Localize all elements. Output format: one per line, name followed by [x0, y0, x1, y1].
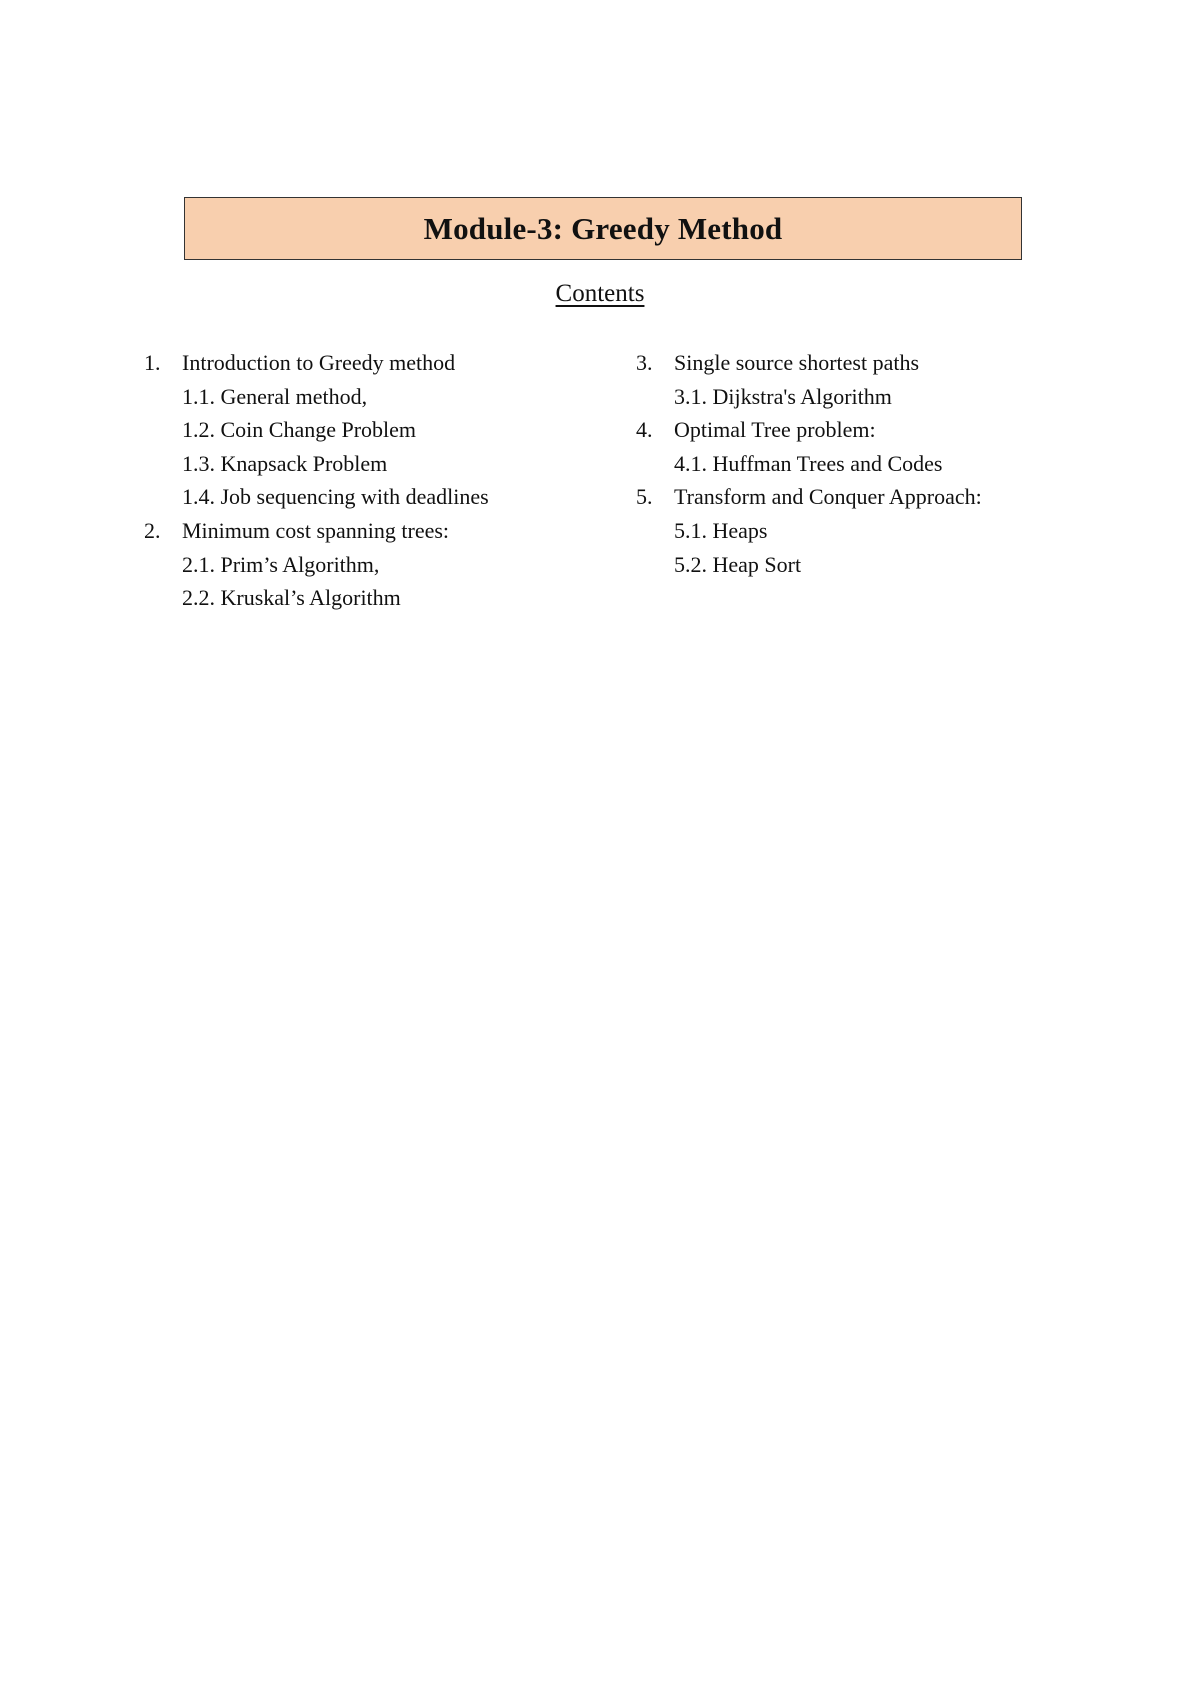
toc-subitem: [636, 447, 1036, 481]
toc-item-number: 2.: [144, 517, 161, 543]
toc-subitem-text: 1.2. Coin Change Problem: [182, 417, 417, 443]
toc-subitem-text: 2.1. Prim’s Algorithm,: [182, 551, 380, 577]
toc-subitem: [636, 548, 1036, 582]
toc-subitem-text: 1.4. Job sequencing with deadlines: [182, 484, 489, 510]
toc-subitem-text: 1.3. Knapsack Problem: [182, 450, 388, 476]
toc-subitem: [636, 380, 1036, 414]
toc-subitem-text: 1.1. General method,: [182, 383, 368, 409]
toc-item: [636, 346, 1036, 380]
toc-subitem-text: 5.1. Heaps: [674, 517, 768, 543]
toc-subitem: [144, 413, 604, 447]
toc-item-text: Introduction to Greedy method: [182, 350, 456, 375]
contents-heading: Contents: [555, 280, 645, 307]
toc-item: [636, 480, 1036, 514]
toc-item: [144, 346, 604, 380]
toc-subitem: [144, 480, 604, 514]
toc-subitem: [144, 380, 604, 414]
toc-item-number: 3.: [636, 350, 653, 375]
module-title-box: [184, 197, 1022, 260]
toc-item-text: Optimal Tree problem:: [674, 417, 876, 443]
toc-item-text: Minimum cost spanning trees:: [182, 517, 450, 543]
toc-left-column: [144, 346, 604, 615]
toc-subitem: [144, 581, 604, 615]
toc-item: [144, 514, 604, 548]
toc-subitem-text: 4.1. Huffman Trees and Codes: [674, 450, 943, 476]
toc-item-number: 1.: [144, 350, 161, 375]
toc-item-number: 4.: [636, 417, 653, 443]
toc-subitem-text: 3.1. Dijkstra's Algorithm: [674, 383, 892, 409]
module-title: Module-3: Greedy Method: [423, 210, 783, 246]
toc-subitem: [144, 447, 604, 481]
toc-item: [636, 413, 1036, 447]
toc-item-text: Single source shortest paths: [674, 350, 920, 375]
toc-item-number: 5.: [636, 484, 653, 510]
toc-right-column: [636, 346, 1036, 581]
toc-subitem: [144, 548, 604, 582]
toc-item-text: Transform and Conquer Approach:: [674, 484, 982, 510]
toc-subitem-text: 2.2. Kruskal’s Algorithm: [182, 585, 401, 611]
toc-subitem: [636, 514, 1036, 548]
toc-subitem-text: 5.2. Heap Sort: [674, 551, 802, 577]
